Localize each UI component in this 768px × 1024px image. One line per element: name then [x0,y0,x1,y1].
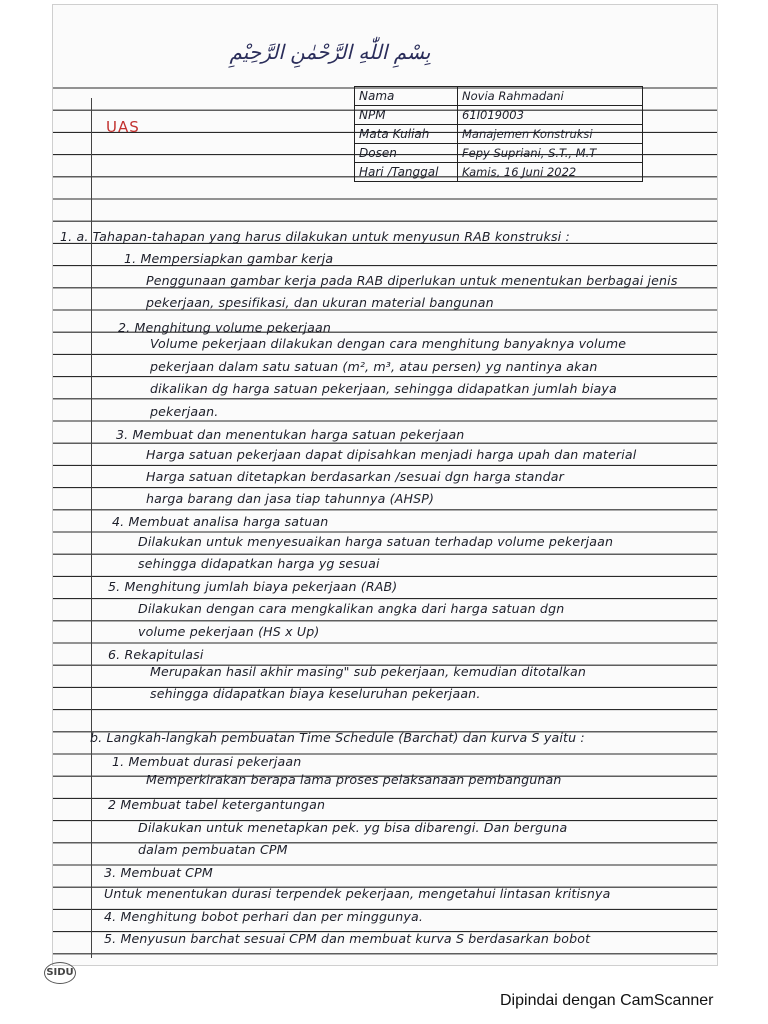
answer-line: Merupakan hasil akhir masing" sub pekerjaan, kemudian ditotalkan [150,664,587,679]
answer-line: 5. Menyusun barchat sesuai CPM dan membuat kurva S berdasarkan bobot [104,931,591,946]
info-row-lecturer [355,144,643,163]
answer-line: Dilakukan dengan cara mengkalikan angka dari harga satuan dgn [138,601,565,616]
answer-line: 2 Membuat tabel ketergantungan [108,797,326,812]
info-row-name [355,87,643,106]
answer-line: 2. Menghitung volume pekerjaan [118,320,332,335]
exam-label: UAS [106,118,140,136]
answer-line: b. Langkah-langkah pembuatan Time Schedule (Barchat) dan kurva S yaitu : [90,730,585,745]
info-label: Hari /Tanggal [355,163,458,182]
answer-line: 1. a. Tahapan-tahapan yang harus dilakukan untuk menyusun RAB konstruksi : [60,229,570,244]
answer-line: 1. Mempersiapkan gambar kerja [124,251,334,266]
info-value: Fepy Supriani, S.T., M.T [458,144,643,163]
answer-line: 1. Membuat durasi pekerjaan [112,754,302,769]
answer-line: pekerjaan, spesifikasi, dan ukuran material bangunan [146,295,494,310]
info-row-date [355,163,643,182]
info-row-npm [355,106,643,125]
info-value: Kamis, 16 Juni 2022 [458,163,643,182]
info-label: Mata Kuliah [355,125,458,144]
info-label: NPM [355,106,458,125]
bismillah-heading: بِسْمِ اللّٰهِ الرَّحْمٰنِ الرَّحِيْمِ [229,40,431,64]
notebook-brand-stamp: SIDU [44,962,76,984]
info-value: Manajemen Konstruksi [458,125,643,144]
answer-line: 3. Membuat dan menentukan harga satuan pekerjaan [116,427,465,442]
answer-line: pekerjaan. [150,404,219,419]
info-label: Dosen [355,144,458,163]
answer-line: sehingga didapatkan harga yg sesuai [138,556,380,571]
answer-line: 6. Rekapitulasi [108,647,204,662]
answer-line: 3. Membuat CPM [104,865,213,880]
answer-line: 4. Membuat analisa harga satuan [112,514,329,529]
info-value: 61I019003 [458,106,643,125]
answer-line: Untuk menentukan durasi terpendek pekerjaan, mengetahui lintasan kritisnya [104,886,611,901]
info-row-course [355,125,643,144]
answer-line: Dilakukan untuk menetapkan pek. yg bisa dibarengi. Dan berguna [138,820,568,835]
answer-line: Harga satuan pekerjaan dapat dipisahkan menjadi harga upah dan material [146,447,637,462]
scanner-watermark: Dipindai dengan CamScanner [500,992,714,1009]
margin-line [91,98,92,958]
answer-line: dikalikan dg harga satuan pekerjaan, sehingga didapatkan jumlah biaya [150,381,617,396]
answer-line: 4. Menghitung bobot perhari dan per minggunya. [104,909,424,924]
info-value: Novia Rahmadani [458,87,643,106]
answer-line: volume pekerjaan (HS x Up) [138,624,320,639]
answer-line: Dilakukan untuk menyesuaikan harga satuan terhadap volume pekerjaan [138,534,614,549]
student-info-table [354,86,643,182]
info-label: Nama [355,87,458,106]
answer-line: Penggunaan gambar kerja pada RAB diperlukan untuk menentukan berbagai jenis [146,273,678,288]
answer-line: harga barang dan jasa tiap tahunnya (AHSP) [146,491,435,506]
answer-line: dalam pembuatan CPM [138,842,288,857]
answer-line: Memperkirakan berapa lama proses pelaksanaan pembangunan [146,772,562,787]
answer-line: sehingga didapatkan biaya keseluruhan pekerjaan. [150,686,481,701]
answer-line: pekerjaan dalam satu satuan (m², m³, atau persen) yg nantinya akan [150,359,598,374]
answer-line: Harga satuan ditetapkan berdasarkan /sesuai dgn harga standar [146,469,565,484]
answer-line: 5. Menghitung jumlah biaya pekerjaan (RAB) [108,579,398,594]
answer-line: Volume pekerjaan dilakukan dengan cara menghitung banyaknya volume [150,336,627,351]
